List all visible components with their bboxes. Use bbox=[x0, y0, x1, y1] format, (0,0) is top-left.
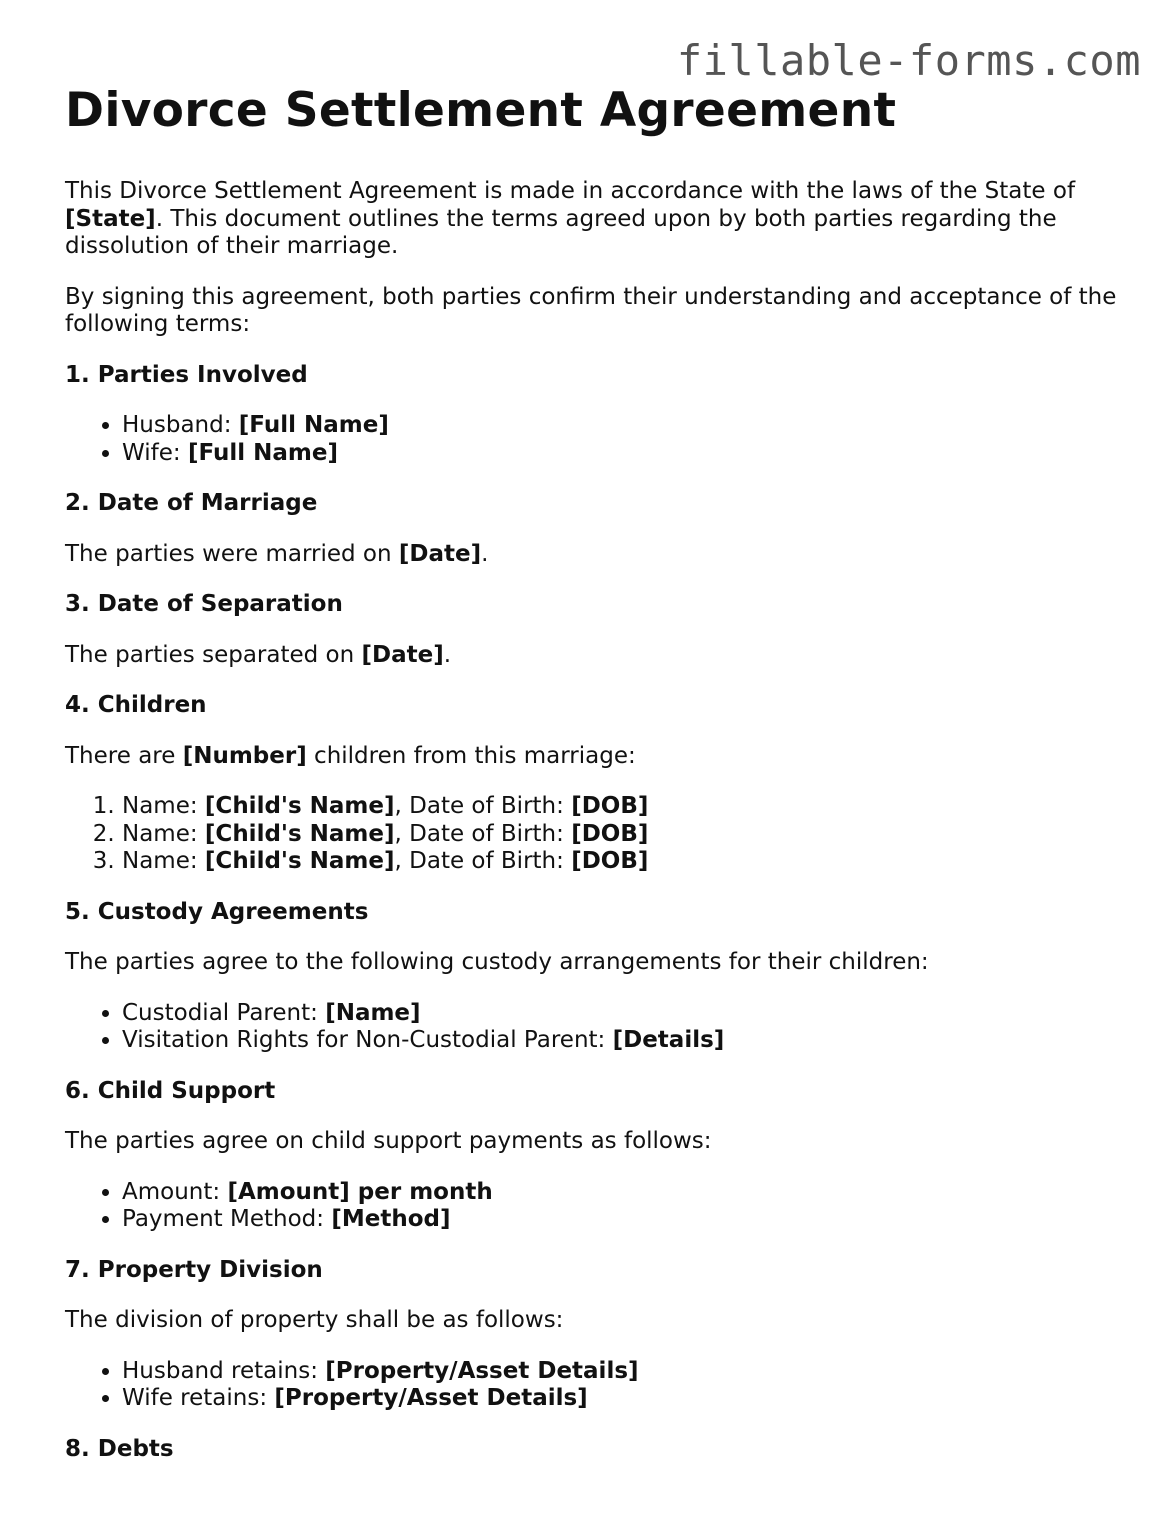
item-label: Wife retains: bbox=[122, 1385, 275, 1411]
child-name-placeholder: [Child's Name] bbox=[204, 848, 395, 874]
intro-paragraph-2: By signing this agreement, both parties confirm their understanding and acceptance of the following terms: bbox=[65, 283, 1117, 337]
marriage-paragraph bbox=[65, 541, 1125, 569]
child-name-placeholder: [Child's Name] bbox=[204, 820, 395, 847]
child-dob-placeholder: [DOB] bbox=[571, 793, 649, 819]
list-item bbox=[122, 1179, 1125, 1207]
document-title: Divorce Settlement Agreement bbox=[65, 83, 897, 138]
item-label: Visitation Rights for Non-Custodial Parent: bbox=[122, 1027, 613, 1053]
item-label: , Date of Birth: bbox=[394, 820, 572, 847]
husband-property-placeholder: [Property/Asset Details] bbox=[325, 1357, 639, 1384]
separation-text: The parties separated on bbox=[65, 641, 362, 668]
children-paragraph bbox=[65, 743, 1125, 771]
amount-placeholder: [Amount] per month bbox=[227, 1178, 493, 1205]
list-item bbox=[122, 440, 1125, 468]
wife-name-placeholder: [Full Name] bbox=[187, 439, 339, 466]
section-heading-separation: 3. Date of Separation bbox=[65, 591, 343, 617]
intro-text: This Divorce Settlement Agreement is made in accordance with the laws of the State of bbox=[65, 178, 1076, 204]
property-list bbox=[65, 1358, 1125, 1413]
list-item bbox=[122, 1000, 1125, 1028]
intro-text-end: . This document outlines the terms agreed upon by both parties regarding the dissolution of their marriage. bbox=[65, 205, 1057, 259]
children-text-end: children from this marriage: bbox=[306, 742, 636, 769]
item-label: , Date of Birth: bbox=[394, 793, 572, 819]
list-item bbox=[122, 1206, 1125, 1234]
list-item bbox=[122, 848, 1125, 876]
husband-name-placeholder: [Full Name] bbox=[238, 412, 389, 438]
marriage-text: The parties were married on bbox=[65, 540, 399, 567]
support-list bbox=[65, 1179, 1125, 1234]
list-item bbox=[122, 1385, 1125, 1413]
watermark: fillable-forms.com bbox=[676, 36, 1141, 85]
marriage-date-placeholder: [Date] bbox=[398, 540, 482, 567]
child-name-placeholder: [Child's Name] bbox=[204, 793, 395, 819]
wife-property-placeholder: [Property/Asset Details] bbox=[274, 1385, 588, 1411]
item-label: Husband: bbox=[122, 412, 239, 438]
intro-paragraph-1 bbox=[65, 178, 1125, 261]
children-number-placeholder: [Number] bbox=[182, 742, 307, 769]
section-heading-support: 6. Child Support bbox=[65, 1077, 276, 1104]
custody-paragraph: The parties agree to the following custody arrangements for their children: bbox=[65, 949, 929, 975]
document-body bbox=[65, 84, 1125, 1486]
item-label: Payment Method: bbox=[122, 1206, 332, 1232]
item-label: Amount: bbox=[122, 1178, 228, 1205]
state-placeholder: [State] bbox=[65, 205, 156, 232]
visitation-details-placeholder: [Details] bbox=[612, 1027, 725, 1053]
separation-text-end: . bbox=[443, 641, 452, 668]
section-heading-marriage: 2. Date of Marriage bbox=[65, 490, 318, 516]
list-item bbox=[122, 1358, 1125, 1386]
support-paragraph: The parties agree on child support payments as follows: bbox=[65, 1128, 712, 1154]
marriage-text-end: . bbox=[481, 540, 489, 567]
child-dob-placeholder: [DOB] bbox=[571, 820, 649, 847]
separation-date-placeholder: [Date] bbox=[361, 641, 444, 668]
list-item bbox=[122, 412, 1125, 440]
list-item bbox=[122, 821, 1125, 849]
separation-paragraph bbox=[65, 642, 1125, 670]
custody-list bbox=[65, 1000, 1125, 1055]
property-paragraph: The division of property shall be as follows: bbox=[65, 1307, 564, 1333]
child-dob-placeholder: [DOB] bbox=[571, 848, 649, 874]
section-heading-debts: 8. Debts bbox=[65, 1435, 174, 1462]
item-label: Husband retains: bbox=[122, 1357, 326, 1384]
section-heading-parties: 1. Parties Involved bbox=[65, 361, 308, 388]
item-label: , Date of Birth: bbox=[394, 848, 572, 874]
item-label: Wife: bbox=[122, 439, 188, 466]
parties-list bbox=[65, 412, 1125, 467]
children-list bbox=[65, 793, 1125, 876]
section-heading-children: 4. Children bbox=[65, 692, 207, 718]
payment-method-placeholder: [Method] bbox=[331, 1206, 451, 1232]
children-text: There are bbox=[65, 742, 183, 769]
custodial-parent-placeholder: [Name] bbox=[325, 999, 421, 1026]
item-label: Name: bbox=[122, 820, 205, 847]
section-heading-custody: 5. Custody Agreements bbox=[65, 898, 369, 925]
item-label: Name: bbox=[122, 848, 205, 874]
list-item bbox=[122, 1027, 1125, 1055]
item-label: Custodial Parent: bbox=[122, 999, 326, 1026]
list-item bbox=[122, 793, 1125, 821]
section-heading-property: 7. Property Division bbox=[65, 1256, 323, 1283]
item-label: Name: bbox=[122, 793, 205, 819]
